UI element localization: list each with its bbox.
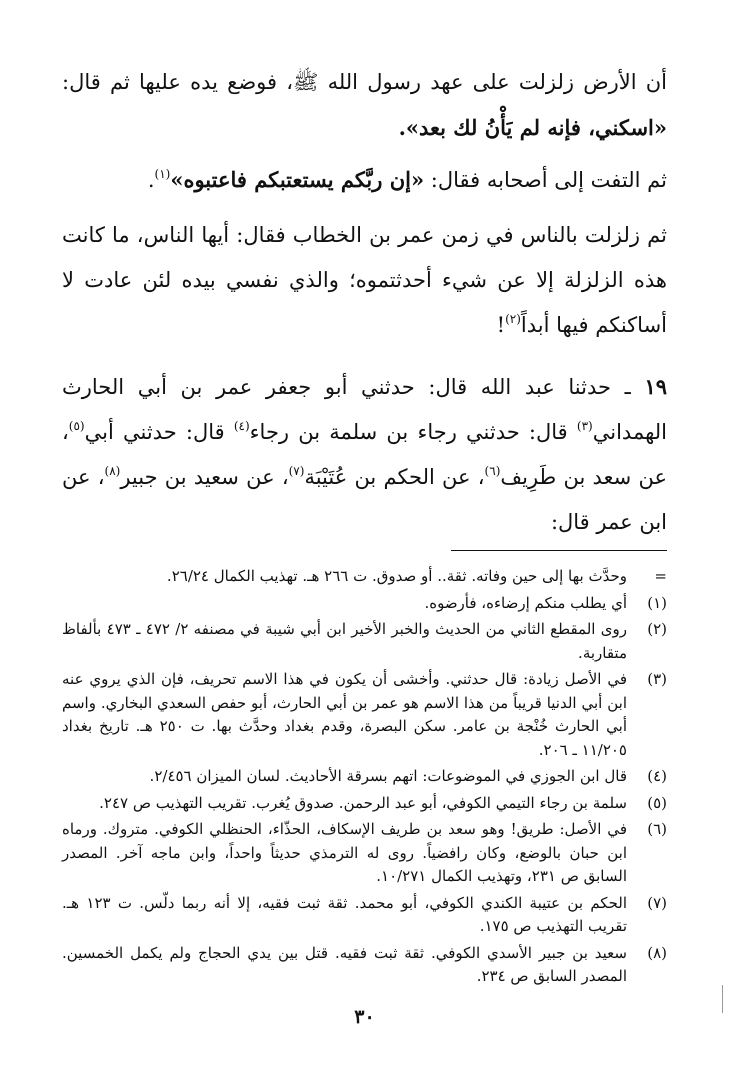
footnote-2 (62, 618, 667, 665)
footnote-text: الحكم بن عتيبة الكندي الكوفي، أبو محمد. ثقة ثبت فقيه، إلا أنه ربما دلّس. ت ١٢٣ هـ. تقريب التهذيب ص ١٧٥. (62, 893, 628, 935)
paragraph-1-text: أن الأرض زلزلت على عهد رسول الله ﷺ، فوضع يده عليها ثم قال: (62, 70, 667, 94)
paragraph-3 (62, 213, 667, 348)
footnote-continuation (62, 565, 667, 589)
paragraph-4 (62, 364, 667, 545)
paragraph-4-segment: ، عن سعد بن طَرِيف (62, 420, 667, 489)
footnote-text: أي يطلب منكم إرضاءه، فأرضوه. (424, 593, 627, 612)
paragraph-4-segment: ، عن الحكم بن عُتَيْبَة (304, 465, 485, 489)
footnote-marker: (٥) (647, 793, 667, 812)
footnote-6 (62, 818, 667, 889)
footnote-text: وحدَّث بها إلى حين وفاته. ثقة.. أو صدوق. ت ٢٦٦ هـ. تهذيب الكمال ٢٦/٢٤. (166, 567, 627, 585)
footnotes (62, 565, 667, 992)
footnote-text: قال ابن الجوزي في الموضوعات: اتهم بسرقة الأحاديث. لسان الميزان ٢/٤٥٦. (149, 767, 627, 785)
footnote-marker: (٨) (647, 943, 667, 962)
footnote-marker: (٧) (647, 893, 667, 912)
footnote-marker: (١) (647, 593, 667, 612)
footnote-8 (62, 942, 667, 989)
hadith-number: ١٩ (644, 374, 667, 399)
paragraph-2-text: ثم التفت إلى أصحابه فقال: (424, 168, 667, 192)
footnote-ref-8[interactable]: (٨) (104, 464, 121, 478)
paragraph-1-quote: «اسكني، فإنه لم يَأْنُ لك بعد». (398, 115, 667, 140)
footnote-3 (62, 668, 667, 762)
footnote-marker: = (654, 567, 667, 585)
paragraph-3-tail: ! (496, 313, 506, 337)
footnote-ref-6[interactable]: (٦) (484, 464, 501, 478)
footnote-7 (62, 892, 667, 939)
paragraph-4-segment: قال: حدثني رجاء بن سلمة بن رجاء (249, 420, 577, 444)
paragraph-3-text: ثم زلزلت بالناس في زمن عمر بن الخطاب فقال: أيها الناس، ما كانت هذه الزلزلة إلا عن شيء أحدثتموه؛ والذي نفسي بيده لئن عادت لا أساكنكم فيها أبداً (62, 223, 667, 337)
footnote-marker: (٣) (647, 670, 667, 688)
page-edge-line (722, 985, 723, 1013)
footnote-5 (62, 792, 667, 816)
footnote-ref-4[interactable]: (٤) (233, 419, 250, 433)
footnote-marker: (٤) (647, 767, 667, 785)
footnote-text: روى المقطع الثاني من الحديث والخبر الأخير ابن أبي شيبة في مصنفه ٢/ ٤٧٢ ـ ٤٧٣ بألفاظ متقاربة. (62, 620, 627, 662)
footnote-text: سلمة بن رجاء التيمي الكوفي، أبو عبد الرحمن. صدوق يُغرب. تقريب التهذيب ص ٢٤٧. (99, 793, 627, 812)
page-number: ٣٠ (354, 1006, 375, 1028)
footnote-ref-7[interactable]: (٧) (288, 464, 305, 478)
paragraph-4-segment: ، عن سعيد بن جبير (120, 465, 289, 489)
paragraph-2 (62, 157, 667, 203)
footnote-ref-5[interactable]: (٥) (68, 419, 85, 433)
book-page (62, 60, 667, 1028)
footnote-separator (451, 550, 667, 551)
paragraph-1 (62, 60, 667, 151)
footnote-1 (62, 592, 667, 616)
footnote-text: سعيد بن جبير الأسدي الكوفي. ثقة ثبت فقيه. قتل بين يدي الحجاج ولم يكمل الخمسين. المصدر السابق ص ٢٣٤. (62, 943, 627, 985)
footnote-ref-2[interactable]: (٢) (505, 312, 521, 326)
footnote-ref-1[interactable]: (١) (154, 167, 171, 181)
paragraph-4-segment: قال: حدثني أبي (84, 420, 234, 444)
paragraph-2-tail: . (147, 168, 155, 192)
footnote-ref-3[interactable]: (٣) (576, 419, 593, 433)
footnote-text: في الأصل: طريق! وهو سعد بن طريف الإسكاف، الحذّاء، الحنظلي الكوفي. متروك. ورماه ابن حبان بالوضع، وكان رافضياً. روى له الترمذي حديثاً واحداً، وابن ماجه آخر. المصدر السابق ص ٢٣١، وتهذيب الكمال ١٠/٢٧١. (62, 820, 627, 885)
footnote-text: في الأصل زيادة: قال حدثني. وأخشى أن يكون في هذا الاسم تحريف، فإن الذي يروي عنه ابن أبي الدنيا قريباً من هذا الاسم هو عمر بن أبي الحارث، أبو حفص السعدي البخاري. واسم أبي الحارث خُنْجة بن عامر. سكن البصرة، وقدم بغداد وحدَّث بها. ت ٢٥٠ هـ. تاريخ بغداد ١١/٢٠٥ ـ ٢٠٦. (62, 670, 628, 759)
paragraph-4-segment: ـ حدثنا عبد الله قال: حدثني أبو جعفر عمر بن أبي الحارث الهمداني (62, 375, 667, 444)
footnote-marker: (٢) (647, 620, 667, 638)
paragraph-4-segment: ، عن ابن عمر قال: (62, 465, 667, 534)
footnote-marker: (٦) (647, 820, 667, 838)
footnote-4 (62, 765, 667, 789)
main-text (62, 60, 667, 545)
paragraph-2-quote: «إن ربَّكم يستعتبكم فاعتبوه» (170, 167, 425, 192)
